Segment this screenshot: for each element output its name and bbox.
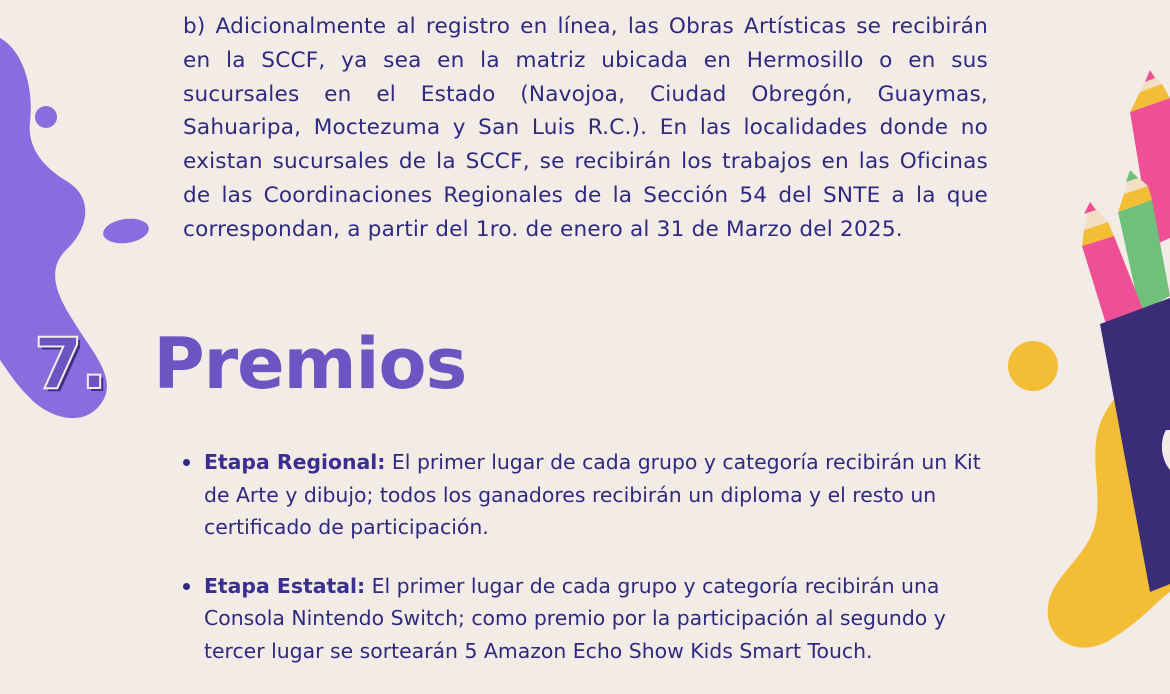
prize-label: Etapa Estatal: <box>204 573 366 598</box>
yellow-splash-dot <box>1008 341 1058 391</box>
prize-description: El primer lugar de cada grupo y categoría recibirán una Consola Nintendo Switch; como premio por la participación al segundo y tercer lugar se sortearán 5 Amazon Echo Show Kids Smart Touch. <box>204 573 946 663</box>
purple-splash-dot <box>35 106 57 128</box>
prize-label: Etapa Regional: <box>204 450 386 474</box>
registration-paragraph: b) Adicionalmente al registro en línea, las Obras Artísticas se recibirán en la SCCF, ya sea en la matriz ubicada en Hermosillo o en sus sucursales en el Estado (Navojoa, Ciudad Obregón, Guaymas, Sahuaripa, Moctezuma y San Luis R.C.). En las localidades donde no existan sucursales de la SCCF, se recibirán los trabajos en las Oficinas de las Coordinaciones Regionales de la Sección 54 del SNTE a la que correspondan, a partir del 1ro. de enero al 31 de Marzo del 2025. <box>183 14 988 242</box>
prizes-list <box>180 446 995 667</box>
purple-splash-drop <box>102 216 151 246</box>
prize-item-estatal <box>180 570 995 668</box>
prize-description: El primer lugar de cada grupo y categoría recibirán un Kit de Arte y dibujo; todos los ganadores recibirán un diploma y el resto un certificado de participación. <box>204 450 981 539</box>
section-number: 7. <box>34 323 106 405</box>
bullet-dot-icon <box>183 583 190 590</box>
prize-item-regional <box>180 446 995 544</box>
section-heading <box>34 318 466 410</box>
bullet-dot-icon <box>183 459 190 466</box>
section-title: Premios <box>153 323 467 405</box>
